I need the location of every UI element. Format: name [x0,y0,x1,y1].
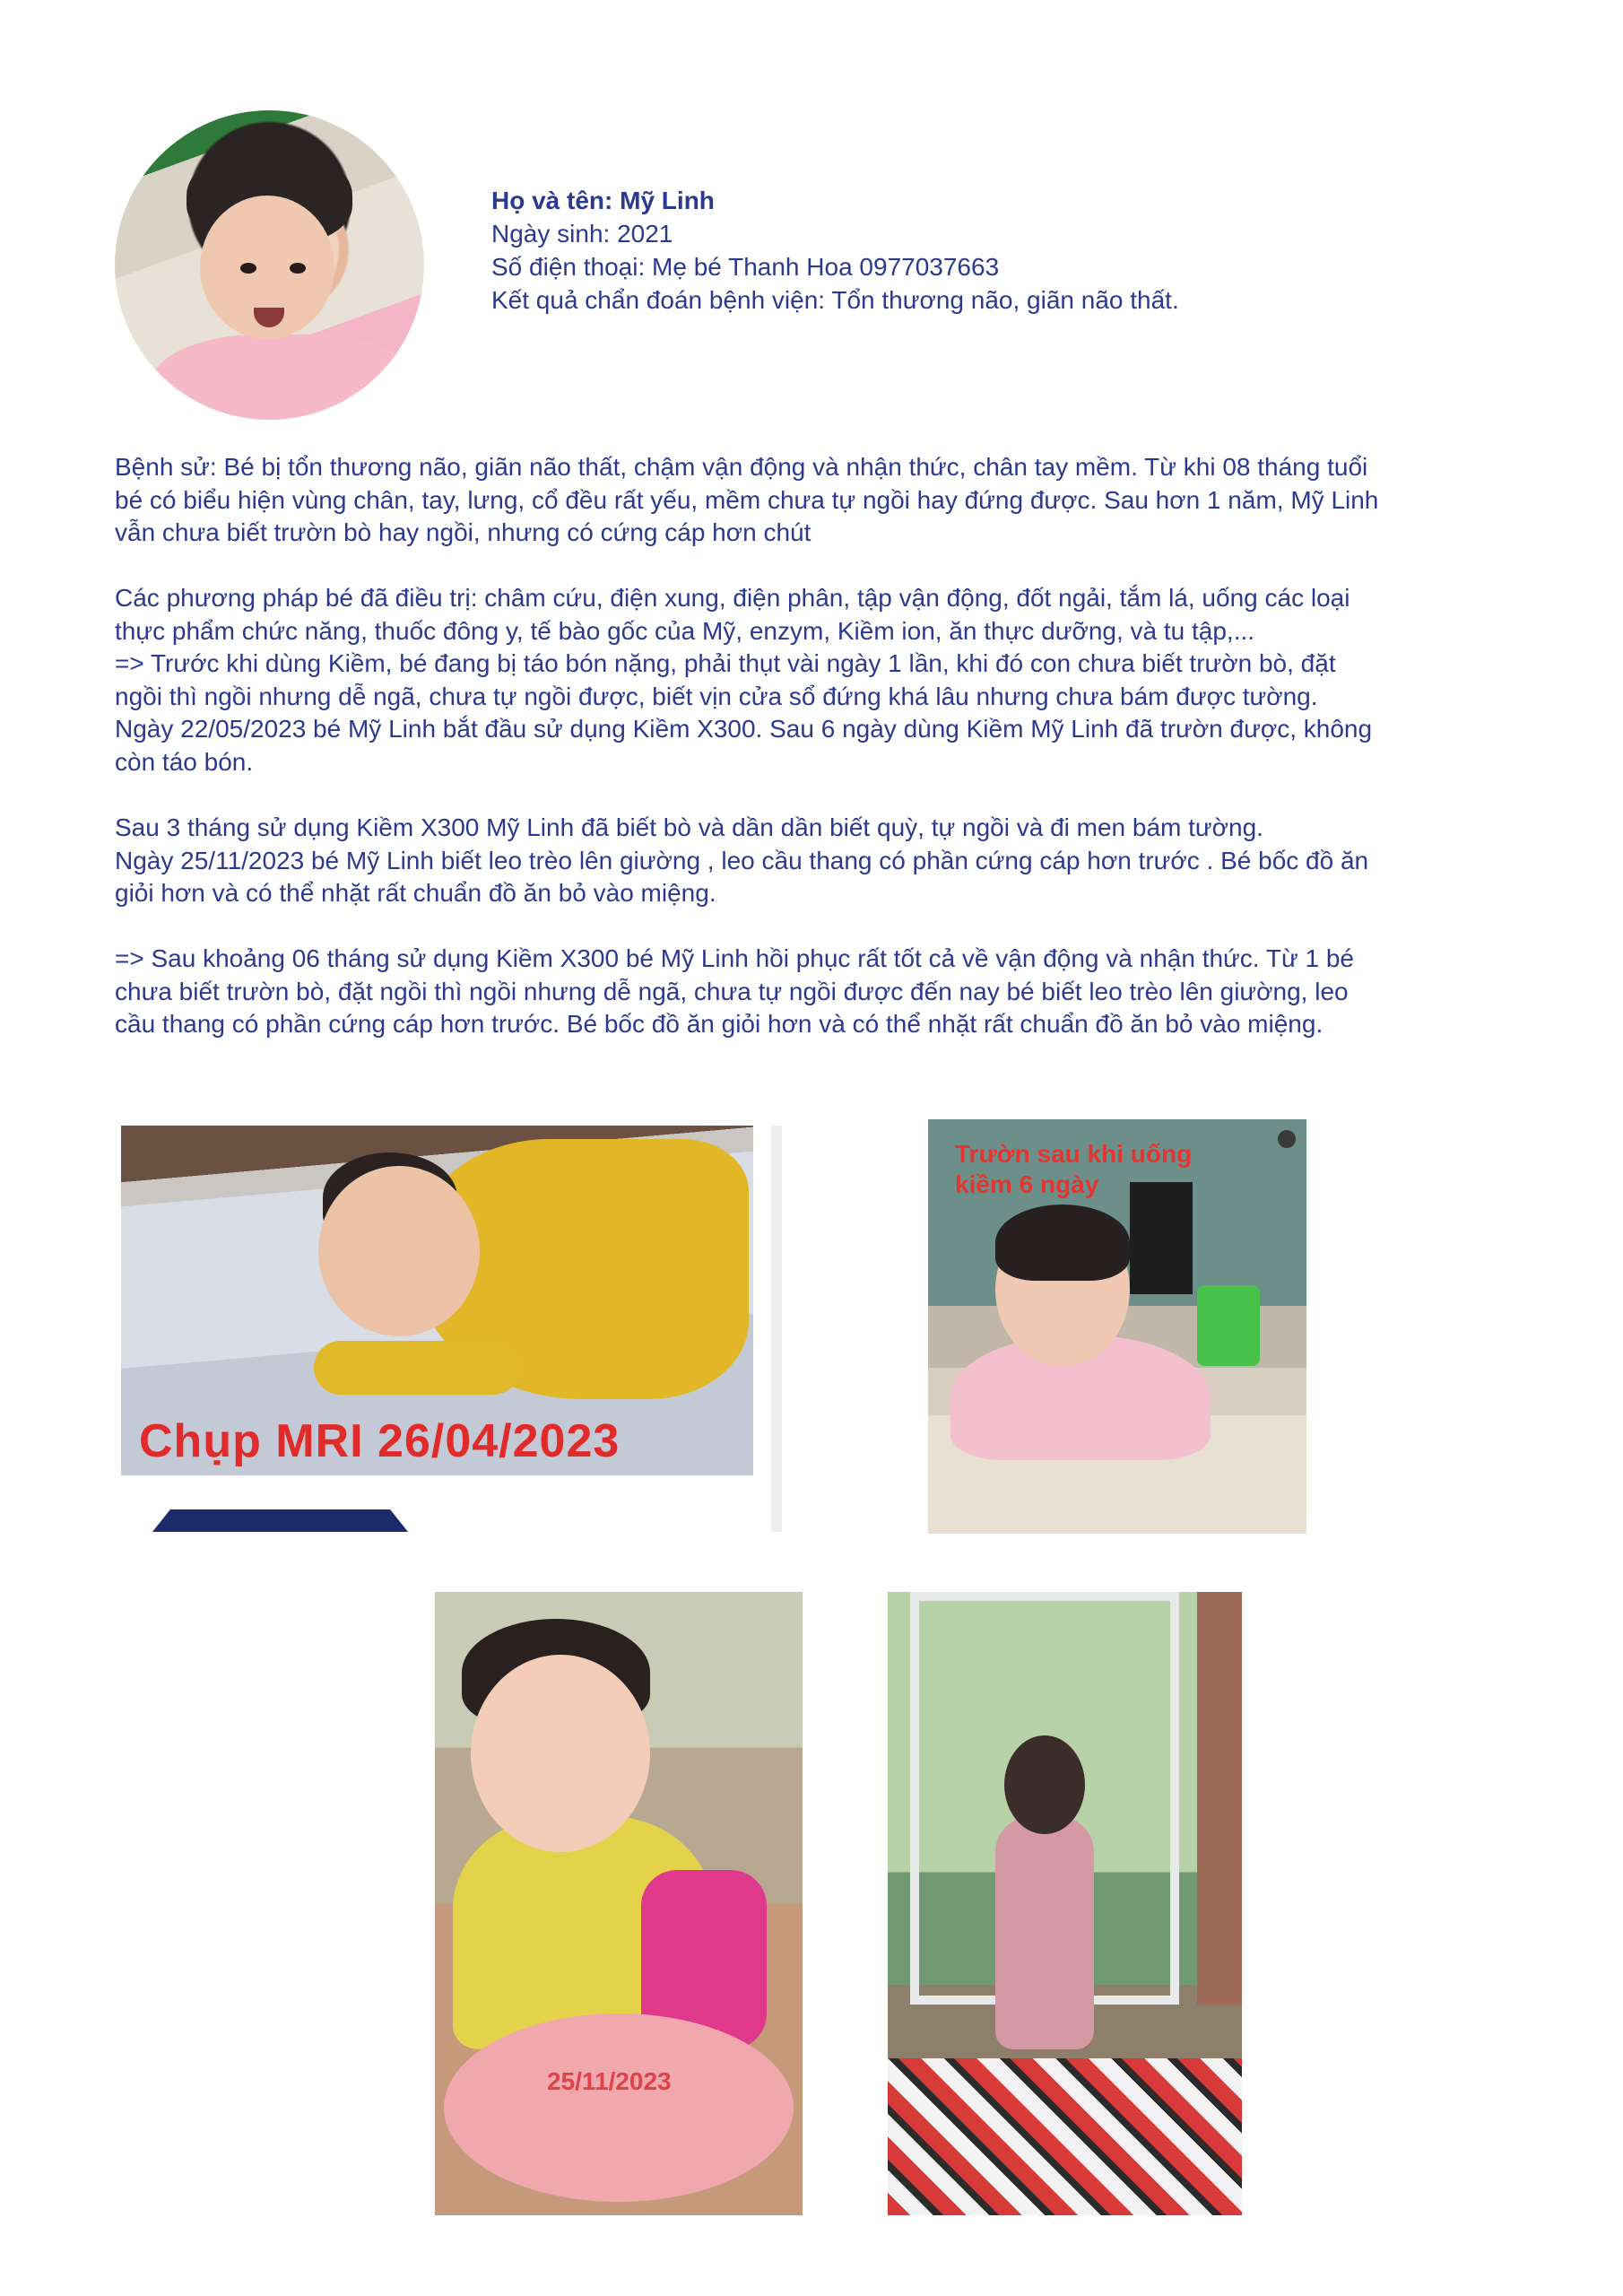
profile-diagnosis: Kết quả chẩn đoán bệnh viện: Tổn thương não, giãn não thất. [491,286,1179,314]
history-line: vẫn chưa biết trườn bò hay ngồi, nhưng có cứng cáp hơn chút [115,518,812,546]
history-line: bé có biểu hiện vùng chân, tay, lưng, cổ đều rất yếu, mềm chưa tự ngồi hay đứng được. Sau hơn 1 năm, Mỹ Linh [115,485,1379,514]
photo-arm [314,1341,520,1395]
treatment-line: Ngày 22/05/2023 bé Mỹ Linh bắt đầu sử dụng Kiềm X300. Sau 6 ngày dùng Kiềm Mỹ Linh đã trườn được, không [115,715,1373,743]
summary-line: chưa biết trườn bò, đặt ngồi thì ngồi nhưng dễ ngã, chưa tự ngồi được đến nay bé biết leo trèo lên giường, leo [115,977,1349,1005]
photo-head [318,1166,480,1336]
treatment-line: còn táo bón. [115,747,254,776]
copy-icon [1278,1130,1296,1148]
progress-line: giỏi hơn và có thể nhặt rất chuẩn đồ ăn bỏ vào miệng. [115,879,716,907]
crawl-caption [955,1139,1192,1200]
progress-paragraph [115,812,1521,910]
crawl-photo [928,1119,1306,1534]
avatar-eye-left [240,263,256,274]
avatar-shirt [151,335,420,420]
photo-plate [444,2013,794,2202]
photo-baby-hair [995,1205,1130,1281]
profile-birth: Ngày sinh: 2021 [491,220,673,248]
treatment-line: Các phương pháp bé đã điều trị: châm cứu, điện xung, điện phân, tập vận động, đốt ngải, tắm lá, uống các loại [115,584,1350,612]
progress-line: Ngày 25/11/2023 bé Mỹ Linh biết leo trèo lên giường , leo cầu thang có phần cứng cáp hơn trước . Bé bốc đồ ăn [115,846,1369,874]
treatment-line: => Trước khi dùng Kiềm, bé đang bị táo bón nặng, phải thụt vài ngày 1 lần, khi đó con chưa biết trườn bò, đặt [115,649,1336,677]
photo-rug [888,2058,1242,2215]
crawl-caption-line: Trườn sau khi uống [955,1140,1193,1168]
profile-phone: Số điện thoại: Mẹ bé Thanh Hoa 0977037663 [491,253,1000,281]
photo-head [471,1655,650,1852]
mri-caption: Chụp MRI 26/04/2023 [139,1415,621,1467]
photo-child-head [1004,1735,1085,1834]
crawl-caption-line: kiềm 6 ngày [955,1170,1099,1198]
photo-brick-wall [1197,1592,1242,2005]
progress-line: Sau 3 tháng sử dụng Kiềm X300 Mỹ Linh đã biết bò và dần dần biết quỳ, tự ngồi và đi men bám tường. [115,813,1263,841]
photo-child-body [995,1816,1094,2049]
eating-date: 25/11/2023 [547,2067,672,2095]
photo-chair [1197,1285,1260,1366]
avatar-photo [115,110,424,420]
summary-line: => Sau khoảng 06 tháng sử dụng Kiềm X300 bé Mỹ Linh hồi phục rất tốt cả về vận động và nhận thức. Từ 1 bé [115,944,1354,972]
photo-edge-decoration [771,1126,782,1532]
standing-photo [888,1592,1242,2215]
avatar-eye-right [290,263,306,274]
summary-paragraph [115,943,1521,1041]
treatment-paragraph [115,582,1521,778]
treatment-line: ngồi thì ngồi nhưng dễ ngã, chưa tự ngồi được, biết vịn cửa sổ đứng khá lâu nhưng chưa bám được tường. [115,682,1318,710]
history-paragraph [115,451,1521,550]
treatment-line: thực phẩm chức năng, thuốc đông y, tế bào gốc của Mỹ, enzym, Kiềm ion, ăn thực dưỡng, và tu tập,... [115,616,1255,645]
mri-photo [121,1126,753,1475]
photo-band-decoration [152,1509,408,1532]
eating-photo [435,1592,803,2215]
profile-name: Họ và tên: Mỹ Linh [491,187,715,214]
summary-line: cầu thang có phần cứng cáp hơn trước. Bé bốc đồ ăn giỏi hơn và có thể nhặt rất chuẩn đồ ăn bỏ vào miệng. [115,1010,1324,1038]
history-line: Bệnh sử: Bé bị tổn thương não, giãn não thất, chậm vận động và nhận thức, chân tay mềm. Từ khi 08 tháng tuổi [115,453,1368,481]
profile-info [491,184,1179,317]
